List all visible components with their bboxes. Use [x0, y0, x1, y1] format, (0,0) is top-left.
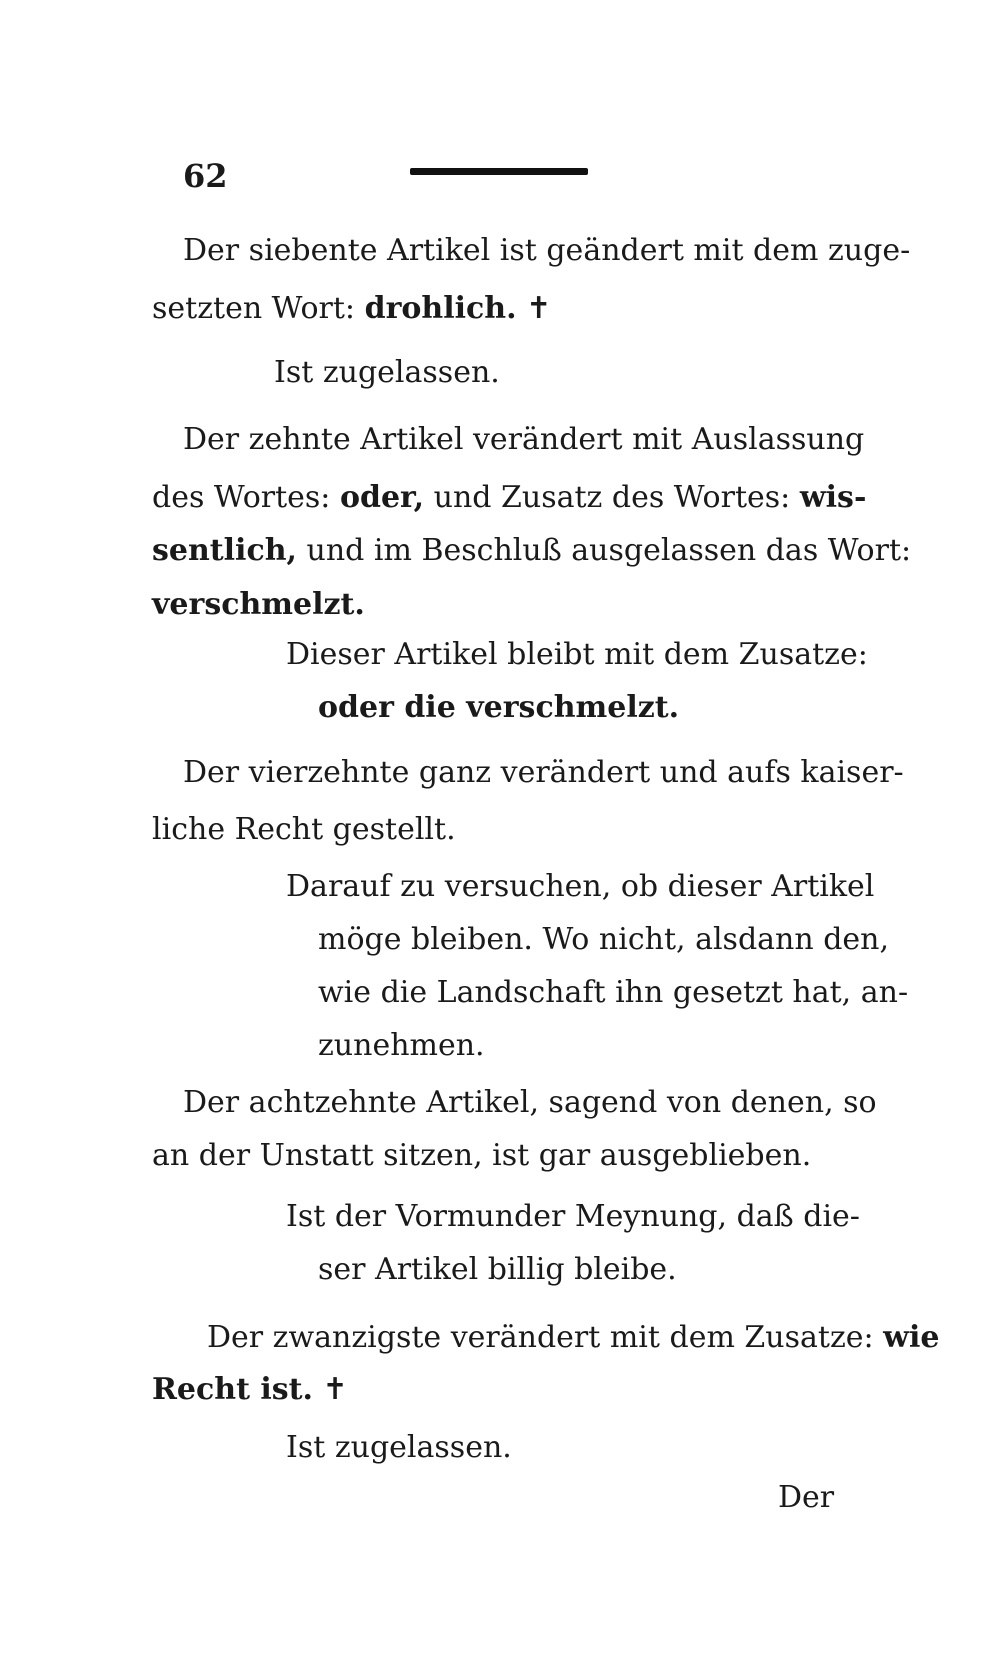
text-line: Darauf zu versuchen, ob dieser Artikel	[286, 869, 875, 904]
text-line: möge bleiben. Wo nicht, alsdann den,	[318, 922, 890, 957]
header-rule	[410, 168, 588, 175]
dagger-mark: ✝	[322, 1372, 348, 1407]
emphasized-word: wis-	[799, 480, 867, 515]
emphasized-word: oder die verschmelzt.	[318, 690, 680, 725]
text-line: Der vierzehnte ganz verändert und aufs kaiser-	[183, 755, 904, 790]
emphasized-word: oder,	[339, 480, 425, 515]
text-line: Der zehnte Artikel verändert mit Auslassung	[183, 422, 865, 457]
text-line: Ist der Vormunder Meynung, daß die-	[286, 1199, 860, 1234]
text-line: des Wortes: oder, und Zusatz des Wortes: wis-	[152, 480, 867, 515]
emphasized-word: verschmelzt.	[152, 587, 365, 622]
page-number: 62	[183, 157, 228, 195]
text-line: setzten Wort: drohlich. ✝	[152, 291, 552, 326]
text-line: liche Recht gestellt.	[152, 812, 456, 847]
text-line: Der achtzehnte Artikel, sagend von denen, so	[183, 1085, 877, 1120]
text-line: wie die Landschaft ihn gesetzt hat, an-	[318, 975, 909, 1010]
text-line	[318, 690, 680, 725]
emphasized-word: Recht ist.	[152, 1372, 313, 1407]
text-line	[152, 587, 365, 622]
text-line: Dieser Artikel bleibt mit dem Zusatze:	[286, 637, 868, 672]
text-line: ser Artikel billig bleibe.	[318, 1252, 677, 1287]
emphasized-word: sentlich,	[152, 533, 297, 568]
emphasized-word: wie	[883, 1320, 940, 1355]
emphasized-word: drohlich.	[364, 291, 517, 326]
catchword: Der	[778, 1480, 835, 1515]
text-line: zunehmen.	[318, 1028, 485, 1063]
text-line	[152, 1372, 348, 1407]
text-line: Der siebente Artikel ist geändert mit dem zuge-	[183, 233, 911, 268]
text-line: sentlich, und im Beschluß ausgelassen das Wort:	[152, 533, 912, 568]
dagger-mark: ✝	[526, 291, 552, 326]
text-line: an der Unstatt sitzen, ist gar ausgeblieben.	[152, 1138, 812, 1173]
text-line: Ist zugelassen.	[286, 1430, 512, 1465]
text-line: Der zwanzigste verändert mit dem Zusatze: wie	[207, 1320, 940, 1355]
text-line: Ist zugelassen.	[274, 355, 500, 390]
